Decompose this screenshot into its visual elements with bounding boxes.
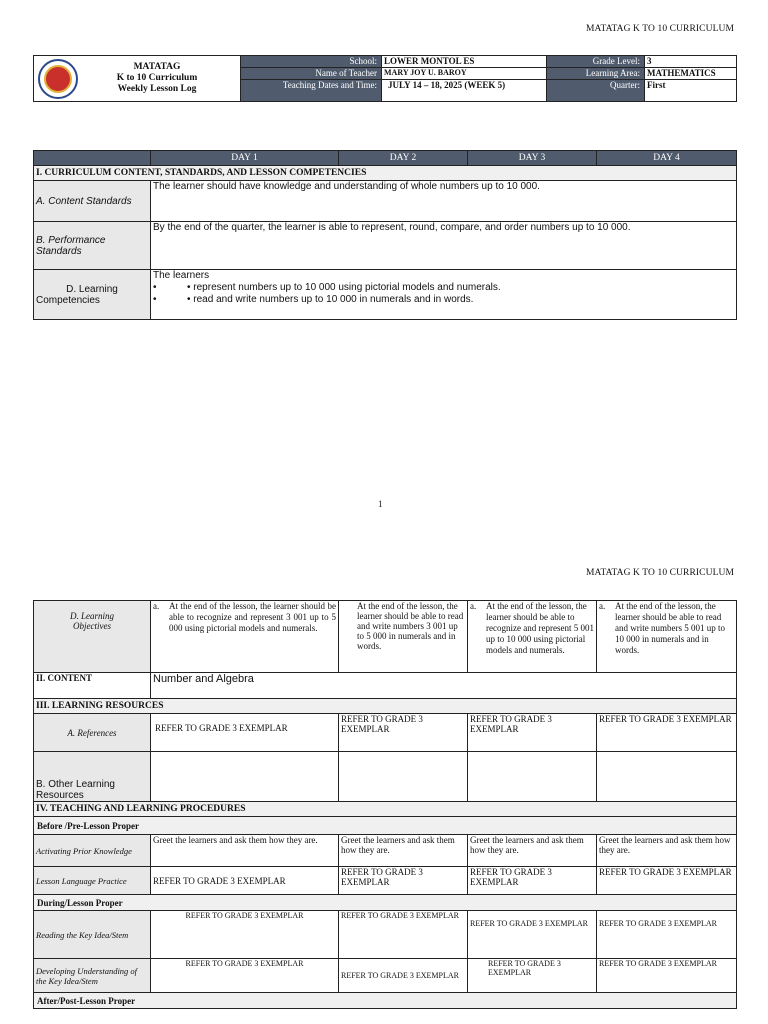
objectives-label: D. Learning Objectives [34,601,151,673]
header-table [33,55,737,102]
reading-day-3: REFER TO GRADE 3 EXEMPLAR [468,911,597,959]
language-day-4: REFER TO GRADE 3 EXEMPLAR [597,867,737,895]
performance-standards-text: By the end of the quarter, the learner is able to represent, round, compare, and order numbers up to 10 000. [151,222,737,270]
after-lesson-label: After/Post-Lesson Proper [34,993,737,1009]
developing-day-2: REFER TO GRADE 3 EXEMPLAR [339,959,468,993]
area-label: Learning Area: [547,68,645,80]
developing-understanding-label: Developing Understanding of the Key Idea/Stem [34,959,151,993]
running-header-2: MATATAG K TO 10 CURRICULUM [586,568,734,578]
language-day-3: REFER TO GRADE 3 EXEMPLAR [468,867,597,895]
deped-seal-icon [38,59,78,99]
competencies-label: D. Learning Competencies [34,270,151,320]
header-title-2: K to 10 Curriculum [116,73,198,83]
objective-day-4: a. At the end of the lesson, the learner should be able to read and write numbers 5 001 up to 10 000 in numerals and in words. [597,601,737,673]
objective-day-1: a. At the end of the lesson, the learner should be able to recognize and represent 3 001 up to 5 000 using pictorial models and numerals. [151,601,339,673]
dates-label: Teaching Dates and Time: [241,80,382,102]
developing-day-4: REFER TO GRADE 3 EXEMPLAR [597,959,737,993]
day-header-blank [34,151,151,166]
objective-day-2: At the end of the lesson, the learner should be able to read and write numbers 3 001 up to 5 000 in numerals and in words. [339,601,468,673]
developing-day-1: REFER TO GRADE 3 EXEMPLAR [151,959,339,993]
header-title-3: Weekly Lesson Log [117,84,197,94]
competency-item-2: • read and write numbers up to 10 000 in numerals and in words. [187,294,474,305]
references-label: A. References [34,714,151,752]
before-lesson-label: Before /Pre-Lesson Proper [34,817,737,835]
header-title-1: MATATAG [133,62,181,72]
curriculum-table [33,150,737,320]
reference-day-4: REFER TO GRADE 3 EXEMPLAR [597,714,737,752]
other-resources-day-4 [597,752,737,802]
reading-key-idea-label: Reading the Key Idea/Stem [34,911,151,959]
language-day-2: REFER TO GRADE 3 EXEMPLAR [339,867,468,895]
during-lesson-label: During/Lesson Proper [34,895,737,911]
reference-day-1: REFER TO GRADE 3 EXEMPLAR [151,714,339,752]
activating-day-1: Greet the learners and ask them how they are. [151,835,339,867]
section-curriculum: I. CURRICULUM CONTENT, STANDARDS, AND LESSON COMPETENCIES [34,166,737,181]
teacher-label: Name of Teacher [241,68,382,80]
running-header: MATATAG K TO 10 CURRICULUM [586,24,734,34]
other-resources-day-2 [339,752,468,802]
school-label: School: [241,56,382,68]
content-label: II. CONTENT [34,673,151,699]
activating-day-2: Greet the learners and ask them how they are. [339,835,468,867]
page-number: 1 [378,499,383,509]
reading-day-1: REFER TO GRADE 3 EXEMPLAR [151,911,339,959]
quarter-label: Quarter: [547,80,645,102]
grade-value: 3 [645,56,737,68]
header-brand [34,56,241,102]
competencies-text: The learners • • represent numbers up to 10 000 using pictorial models and numerals. • • read and write numbers up to 10 000 in numerals and in words. [151,270,737,320]
grade-label: Grade Level: [547,56,645,68]
language-day-1: REFER TO GRADE 3 EXEMPLAR [151,867,339,895]
competency-item-1: • represent numbers up to 10 000 using pictorial models and numerals. [187,282,501,293]
lesson-table [33,600,737,1009]
other-resources-label: B. Other Learning Resources [34,752,151,802]
reading-day-4: REFER TO GRADE 3 EXEMPLAR [597,911,737,959]
activating-day-4: Greet the learners and ask them how they are. [597,835,737,867]
content-standards-text: The learner should have knowledge and understanding of whole numbers up to 10 000. [151,181,737,222]
content-standards-label: A. Content Standards [34,181,151,222]
reference-day-3: REFER TO GRADE 3 EXEMPLAR [468,714,597,752]
activating-day-3: Greet the learners and ask them how they are. [468,835,597,867]
other-resources-day-1 [151,752,339,802]
developing-day-3: REFER TO GRADE 3 EXEMPLAR [468,959,597,993]
day-3-header: DAY 3 [468,151,597,166]
teacher-value: MARY JOY U. BAROY [382,68,547,80]
school-value: LOWER MONTOL ES [382,56,547,68]
area-value: MATHEMATICS [645,68,737,80]
content-text: Number and Algebra [151,673,737,699]
objective-day-3: a. At the end of the lesson, the learner should be able to recognize and represent 5 001 up to 10 000 using pictorial models and numerals. [468,601,597,673]
other-resources-day-3 [468,752,597,802]
competencies-intro: The learners [153,270,210,281]
day-2-header: DAY 2 [339,151,468,166]
activating-label: Activating Prior Knowledge [34,835,151,867]
section-resources: III. LEARNING RESOURCES [34,699,737,714]
section-procedures: IV. TEACHING AND LEARNING PROCEDURES [34,802,737,817]
day-4-header: DAY 4 [597,151,737,166]
language-practice-label: Lesson Language Practice [34,867,151,895]
dates-value: JULY 14 – 18, 2025 (WEEK 5) [382,80,547,102]
reference-day-2: REFER TO GRADE 3 EXEMPLAR [339,714,468,752]
day-1-header: DAY 1 [151,151,339,166]
performance-standards-label: B. Performance Standards [34,222,151,270]
reading-day-2: REFER TO GRADE 3 EXEMPLAR [339,911,468,959]
quarter-value: First [645,80,737,102]
